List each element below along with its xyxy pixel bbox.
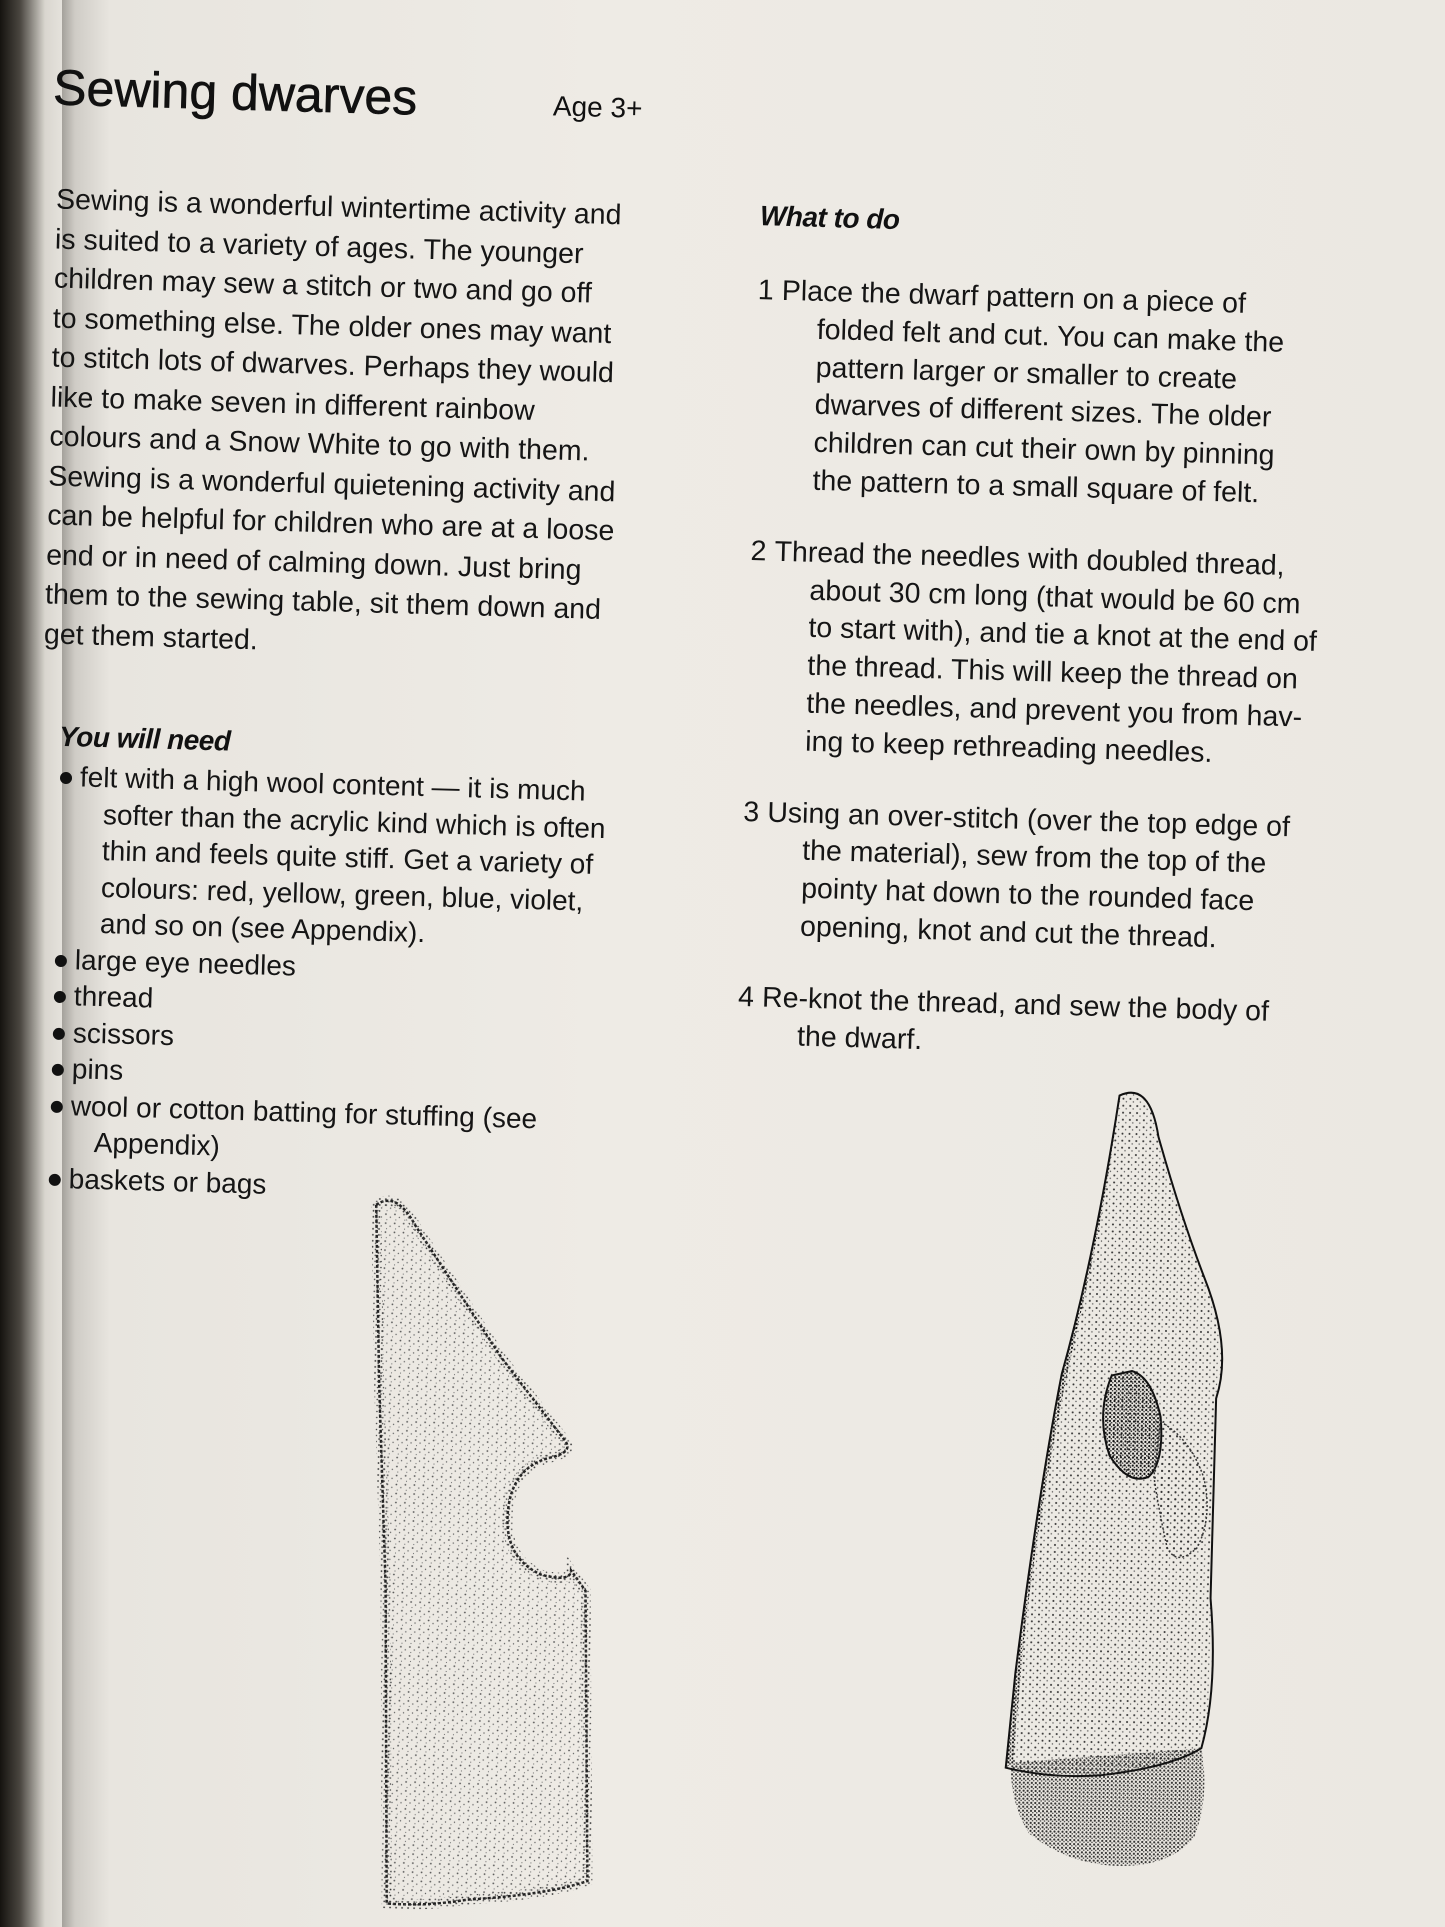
intro-line: get them started. [43,617,259,656]
step-1 [752,272,1378,516]
step-line: opening, knot and cut the thread. [799,910,1218,955]
age-label: Age 3+ [552,90,643,124]
step-line: pointy hat down to the rounded face [800,872,1255,918]
dwarf-pattern-drawing [346,1185,667,1927]
intro-line: Sewing is a wonderful quietening activity and [47,459,616,508]
you-will-need-heading: You will need [58,720,231,757]
list-item-line: thin and feels quite stiff. Get a variety of [101,835,594,880]
intro-line: to stitch lots of dwarves. Perhaps they would [51,341,615,390]
intro-line: like to make seven in different rainbow [50,380,536,427]
what-to-do-heading: What to do [759,200,900,236]
step-line: the needles, and prevent you from hav- [805,687,1303,734]
step-line: the pattern to a small square of felt. [812,464,1260,510]
step-line: Re-knot the thread, and sew the body of [761,981,1270,1028]
list-item-line: pins [71,1053,124,1086]
bullet-icon [54,991,66,1003]
intro-line: them to the sewing table, sit them down and [44,578,602,626]
step-line: ing to keep rethreading needles. [804,725,1213,769]
list-item-line: scissors [72,1016,175,1051]
bullet-icon [53,1027,65,1039]
intro-line: colours and a Snow White to go with them. [49,420,590,468]
step-line: to start with), and tie a knot at the end of [808,612,1318,659]
step-line: Place the dwarf pattern on a piece of [781,274,1247,320]
step-line: pattern larger or smaller to create [815,351,1238,396]
sewn-dwarf-illustration [987,1073,1300,1911]
step-line: folded felt and cut. You can make the [816,313,1285,359]
step-line: dwarves of different sizes. The older [814,389,1272,434]
bullet-icon [55,954,67,966]
list-item-line: Appendix) [93,1126,221,1162]
list-item-line: baskets or bags [68,1162,267,1200]
step-number: 3 [742,795,760,828]
you-will-need-section [46,721,679,1214]
list-item-line: felt with a high wool content — it is much [79,761,587,807]
intro-line: to something else. The older ones may want [52,301,612,350]
bullet-icon [49,1173,61,1185]
step-line: the thread. This will keep the thread on [806,649,1299,696]
what-to-do-section [736,200,1381,1105]
bullet-icon [52,1064,64,1076]
intro-line: is suited to a variety of ages. The younger [54,223,584,270]
list-item-line: softer than the acrylic kind which is often [102,798,606,844]
step-number: 1 [757,274,775,307]
list-item-line: large eye needles [74,943,297,982]
step-3 [740,794,1364,962]
step-line: the material), sew from the top of the [801,834,1267,880]
step-number: 2 [750,534,767,568]
step-2 [745,533,1371,777]
step-4 [737,979,1359,1072]
intro-line: Sewing is a wonderful wintertime activity and [55,183,622,232]
materials-list [46,759,678,1214]
intro-line: end or in need of calming down. Just bring [45,538,582,586]
step-line: about 30 cm long (that would be 60 cm [809,574,1301,621]
list-item-line: wool or cotton batting for stuffing (see [70,1089,538,1134]
list-item-line: and so on (see Appendix). [99,908,426,949]
list-item-line: colours: red, yellow, green, blue, violet, [100,871,584,917]
bullet-icon [51,1100,63,1112]
dwarf-pattern-illustration [346,1185,667,1927]
intro-paragraph [43,181,696,673]
step-number: 4 [737,980,755,1014]
step-line: children can cut their own by pinning [813,426,1275,472]
bullet-icon [60,772,72,784]
list-item-line: thread [73,980,154,1014]
step-line: Thread the needles with doubled thread, [774,535,1286,582]
sewn-dwarf-drawing [987,1073,1300,1911]
list-item [53,759,678,959]
step-line: the dwarf. [796,1020,923,1056]
step-line: Using an over-stitch (over the top edge of [766,796,1291,843]
page-title: Sewing dwarves [52,59,418,126]
intro-line: children may sew a stitch or two and go off [53,262,593,310]
intro-line: can be helpful for children who are at a loose [46,499,615,548]
